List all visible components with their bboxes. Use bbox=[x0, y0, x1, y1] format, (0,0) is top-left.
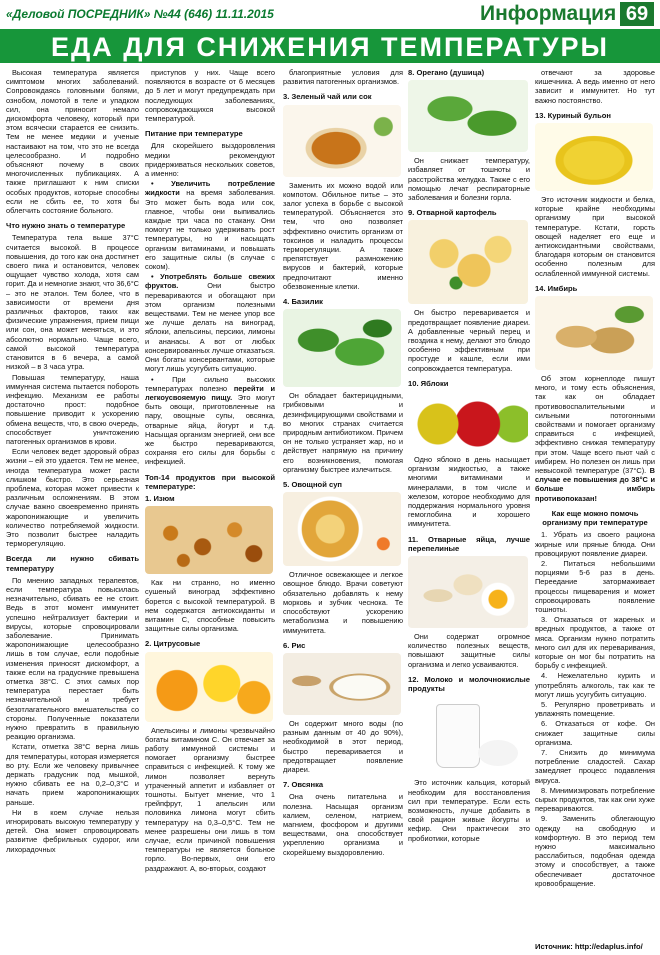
milk-image bbox=[408, 696, 528, 774]
citrus-image bbox=[145, 652, 273, 722]
item-basil-text: Он обладает бактерицидными, грибковыми и дезинфицирующими свойствами и во многих странах считается природным антибиотиком. Причем он не только устраняет жар, но и действует напрямую на причину его возникновения, помогая организму быстрее излечиться. bbox=[283, 391, 403, 474]
item-broth-text: Это источник жидкости и белка, которые крайне необходимы организму при высокой температуре. Кстати, горсть овощей наделяет его еще и антиоксидантными свойствами, благодаря которым он становится особенно полезным для ослабленной иммунной системы. bbox=[535, 195, 655, 278]
tip-head: • Употреблять больше свежих фруктов. bbox=[145, 272, 275, 291]
paragraph: благоприятные условия для развития патогенных организмов. bbox=[283, 68, 403, 87]
item-apples-title: 10. Яблоки bbox=[408, 378, 449, 388]
tip-item: 1. Убрать из своего рациона жирные или пряные блюда. Они провоцируют появление диареи. bbox=[535, 530, 655, 558]
oregano-image bbox=[408, 80, 528, 152]
item-oregano-text: Он снижает температуру, избавляет от тошноты и расстройства желудка. Также с его помощью лечат респираторные заболевания и болезни горла. bbox=[408, 156, 530, 203]
item-citrus-title: 2. Цитрусовые bbox=[145, 639, 201, 649]
column-4 bbox=[408, 68, 530, 844]
rice-image bbox=[283, 653, 401, 715]
tip-item: 3. Отказаться от жареных и вредных продуктов, а также от мяса. Организм нужно потратить много сил для их переваривания, которые он мог бы потратить на борьбу с инфекцией. bbox=[535, 615, 655, 671]
paragraph: Ни в коем случае нельзя игнорировать высокую температуру у детей. Она может спровоцировать развитие фебрильных судорог, или лихорадочных bbox=[6, 807, 139, 854]
tip-head: • Увеличить потребление жидкости bbox=[145, 179, 275, 198]
item-green-tea-text: Заменить их можно водой или компотом. Обильное питье – это залог успеха в борьбе с высокой температурой. Объясняется это тем, что оно позволяет эффективно очистить организм от токсинов и наладить процессы терморегуляции. А также препятствует размножению вирусов и бактерий, которые предпочитают именно обезвоженные клетки. bbox=[283, 180, 403, 291]
item-green-tea-title: 3. Зеленый чай или сок bbox=[283, 92, 372, 102]
item-milk-text: Это источник кальция, который необходим для восстановления сил при температуре. Если есть возможность, лучше добавить в свой рацион живые йогурты и кефир. Они практически это пробиотики, которые bbox=[408, 778, 530, 843]
tip-light-food bbox=[145, 375, 275, 467]
item-potato-text: Он быстро переваривается и предотвращает появление диареи. А добавленные черный перец и гвоздика к нему, делают это блюдо особенно эффективным при простуде и кашле, если ими сопровождается температура. bbox=[408, 308, 530, 373]
ginger-warning: В случае ее повышения до 38°С и больше имбирь противопоказан! bbox=[535, 466, 656, 503]
basil-image bbox=[283, 309, 401, 387]
heading-about-temperature: Что нужно знать о температуре bbox=[6, 221, 126, 231]
page-title: ЕДА ДЛЯ СНИЖЕНИЯ ТЕМПЕРАТУРЫ bbox=[51, 32, 609, 62]
item-basil-title: 4. Базилик bbox=[283, 297, 323, 307]
item-oatmeal-text: Она очень питательна и полезна. Насыщая организм калием, селеном, натрием, магнием, фосфором и другими веществами, она способствует укреплению организма и скорейшему выздоровлению. bbox=[283, 792, 403, 857]
tip-head: перейти и легкоусвояемую пищу. bbox=[145, 383, 275, 402]
item-rice-text: Он содержит много воды (по разным данным от 40 до 90%), необходимой в этот период, быстро переваривается и предотвращает появление диареи. bbox=[283, 718, 403, 774]
tip-item: 9. Заменить облегающую одежду на свободную и комфортную. В это период тем нужно максимально расслабиться, подобная одежда этому и способствует, а также обеспечивает достаточное кровообращение. bbox=[535, 814, 655, 888]
tip-body: Это могут быть овощи, приготовленные на пару, овощные супы, овсянка, отварные яйца, йогурт и т.д. Насыщая организм энергией, они все же быстро перевариваются, сохраняя его силы для борьбы с инфекцией. bbox=[145, 392, 275, 467]
vegetable-soup-image bbox=[283, 492, 401, 566]
tip-item: 2. Питаться небольшими порциями 5-6 раз в день. Переедание затормаживает процессы пищеварения и может спровоцировать появление тошноты. bbox=[535, 558, 655, 614]
tip-body: Они быстро перевариваются и обогащают при этом организм полезными веществами. Тем не менее упор все же лучше делать на виноград, яблоки, апельсины, персики, лимоны и ананасы. А вот от любых консервированных лучше отказаться. Они богаты консервантами, которые могут лишь усугубить ситуацию. bbox=[145, 281, 275, 374]
paragraph: приступов у них. Чаще всего появляются в возрасте от 6 месяцев до 5 лет и могут предупреждать при последующих заболеваниях, сопровождающихся высокой температурой. bbox=[145, 68, 275, 124]
ginger-body: Об этом корнеплоде пишут много, и тому есть объяснения, так как он обладает противовоспалительными и сильными потогонными свойствами и помогает организму справиться с инфекцией, эффективно снижая температуру при этом. Чаще всего пьют чай с имбирем. Но полезен он лишь при невысокой температуре (37°С). bbox=[535, 374, 655, 476]
column-2 bbox=[145, 68, 275, 874]
item-citrus-text: Апельсины и лимоны чрезвычайно богаты витамином С. Он отвечает за работу иммунной системы и помогает организму быстрее справиться с инфекцией. К тому же лимон позволяет вернуть утраченный аппетит и избавляет от тошноты. Бытует мнение, что 1 грейпфрут, 1 апельсин или половинка лимона могут сбить температуру на 0,3–0,5°С. Тем не менее разрешены они лишь в том случае, если причиной повышения температуры не является больное горло. Во-первых, они его раздражают. А, во-вторых, создают bbox=[145, 725, 275, 873]
item-milk-title: 12. Молоко и молочнокислые продукты bbox=[408, 674, 530, 694]
heading-other-help: Как еще можно помочь организму при температуре bbox=[542, 508, 648, 528]
item-soup-text: Отличное освежающее и легкое овощное блюдо. Врачи советуют обязательно добавлять к нему морковь и зубчик чеснока. Те способствуют ускорению метаболизма и повышению иммунитета. bbox=[283, 570, 403, 635]
item-raisins-title: 1. Изюм bbox=[145, 493, 175, 503]
item-eggs-text: Они содержат огромное количество полезных веществ, повышают защитные силы организма и легко усваиваются. bbox=[408, 632, 530, 669]
boiled-potatoes-image bbox=[408, 220, 528, 304]
paragraph: По мнению западных терапевтов, если температура повысилась незначительно, сбивать ее не стоит. Ведь в этот момент иммунитет успешно нейтрализует бактерии и вирусы, которые спровоцировали заболевание. Принимать жаропонижающие целесообразно лишь в том случае, если подобные изменения приносят дискомфорт, а также если на градуснике превышена отметка 38°С. С этих самых пор температура перестает быть незначительной и требует безотлагательного вмешательства со стороны. Полученные показатели нужно превратить в правильную реакцию организма. bbox=[6, 575, 139, 742]
column-5 bbox=[535, 68, 655, 889]
chicken-broth-image bbox=[535, 123, 653, 191]
ginger-image bbox=[535, 296, 653, 370]
paragraph: отвечают за здоровье кишечника. А ведь именно от него зависит и иммунитет. Но тут важно постоянство. bbox=[535, 68, 655, 105]
item-rice-title: 6. Рис bbox=[283, 640, 306, 650]
tip-item: 4. Нежелательно курить и употреблять алкоголь, так как те могут лишь усугубить ситуацию. bbox=[535, 671, 655, 699]
heading-should-lower: Всегда ли нужно сбивать температуру bbox=[6, 554, 139, 573]
tip-liquids bbox=[145, 179, 275, 271]
item-potato-title: 9. Отварной картофель bbox=[408, 208, 497, 218]
item-broth-title: 13. Куриный бульон bbox=[535, 110, 612, 120]
tip-item: 5. Регулярно проветривать и увлажнять помещение. bbox=[535, 699, 655, 719]
raisins-image bbox=[145, 506, 273, 574]
tip-item: 8. Минимизировать потребление сырых продуктов, так как они хуже перевариваются. bbox=[535, 785, 655, 814]
tip-fruits bbox=[145, 272, 275, 373]
column-1 bbox=[6, 68, 139, 855]
tip-item: 6. Отказаться от кофе. Он снижает защитные силы организма. bbox=[535, 719, 655, 747]
item-ginger-text bbox=[535, 374, 655, 503]
green-tea-image bbox=[283, 105, 401, 177]
tip-item: 7. Снизить до минимума потребление сладостей. Сахар замедляет процесс подавления вируса. bbox=[535, 747, 655, 785]
item-oatmeal-title: 7. Овсянка bbox=[283, 780, 324, 790]
source-link[interactable]: Источник: http://edaplus.info/ bbox=[535, 942, 643, 951]
quail-eggs-image bbox=[408, 556, 528, 628]
item-ginger-title: 14. Имбирь bbox=[535, 283, 578, 293]
heading-top14: Топ-14 продуктов при высокой температуре: bbox=[145, 472, 275, 491]
intro-text: Высокая температура является симптомом многих заболеваний. Сопровождаясь головными болями, ознобом, ломотой в теле и упадком сил, она приносит немало дискомфорта человеку, который при этом всячески старается ее снизить. Тем не менее медики и ученые настаивают на том, что это не всегда целесообразно. И подробно объясняют почему в своих многочисленных публикациях. А также приглашают к ним списки особых продуктов, которые способны если не сбить ее, то хотя бы облегчить состояние больного. bbox=[6, 68, 139, 216]
paragraph: Если человек ведет здоровый образ жизни – ей это удается. Тем не менее, иногда температура может расти слишком быстро. Это серьезная проблема, которая может привести к различным осложнениям. В этом случае важно своевременно принять жаропонижающие и увеличить количество потребляемой жидкости. Это позволит быстрее наладить терморегуляцию. bbox=[6, 447, 139, 549]
item-soup-title: 5. Овощной суп bbox=[283, 480, 342, 490]
paragraph: Кстати, отметка 38°С верна лишь для температуры, которая измеряется во рту. Если же человеку привычнее держать градусник под мышкой, нужно сбивать ее на 0,2–0,3°С и начать прием жаропонижающих раньше. bbox=[6, 742, 139, 807]
paragraph: Для скорейшего выздоровления медики рекомендуют придерживаться нескольких советов, а именно: bbox=[145, 141, 275, 179]
item-raisins-text: Как ни странно, но именно сушеный виноград эффективно борется с высокой температурой. В нем содержатся антиоксиданты и витамин С, способные повысить защитные силы организма. bbox=[145, 578, 275, 634]
item-apples-text: Одно яблоко в день насыщает организм жидкостью, а также многими витаминами и минералами, в том числе и железом, которое необходимо для поддержания нормального уровня гемоглобина и хорошего иммунитета. bbox=[408, 455, 530, 529]
tip-body: на время заболевания. Это может быть вода или сок, главное, чтобы они выпивались каждые три часа по стакану. Они помогут не только удерживать рост температуры, но и насыщать организм витаминами, и повышать его защитные силы (в случае с соком). bbox=[145, 188, 275, 272]
tip-pre: • При сильно высоких температурах полезно bbox=[145, 374, 275, 393]
paragraph: Повышая температуру, наша иммунная система пытается побороть инфекцию. Механизм ее работы достаточно прост: подобное повышение приводит к ускорению обмена веществ, что, в свою очередь, способствует уничтожению патогенных организмов в крови. bbox=[6, 372, 139, 446]
item-eggs-title: 11. Отварные яйца, лучше перепелиные bbox=[408, 534, 530, 553]
item-oregano-title: 8. Орегано (душица) bbox=[408, 68, 485, 77]
page-number: 69 bbox=[620, 2, 654, 26]
paragraph: Температура тела выше 37°С считается высокой. В процессе повышения, до того как она достигнет своего пика и остановится, человек ощущает чувство холода, хотя сам горит. Да и немногие знают, что 36,6°С – это не эталон. Тем более, что в зависимости от времени дня различных факторов, таких как физические упражнения, прием пищи или сон, она может меняться, и это абсолютно нормально. Чаще всего, самой высокой температура становится в 6 вечера, а самой низкой – в 3 часа утра. bbox=[6, 233, 139, 372]
column-3 bbox=[283, 68, 403, 858]
section-title: Информация bbox=[480, 2, 620, 26]
heading-nutrition: Питание при температуре bbox=[145, 129, 243, 139]
apples-image bbox=[408, 391, 528, 451]
masthead: «Деловой ПОСРЕДНИК» №44 (646) 11.11.2015 bbox=[6, 7, 274, 21]
